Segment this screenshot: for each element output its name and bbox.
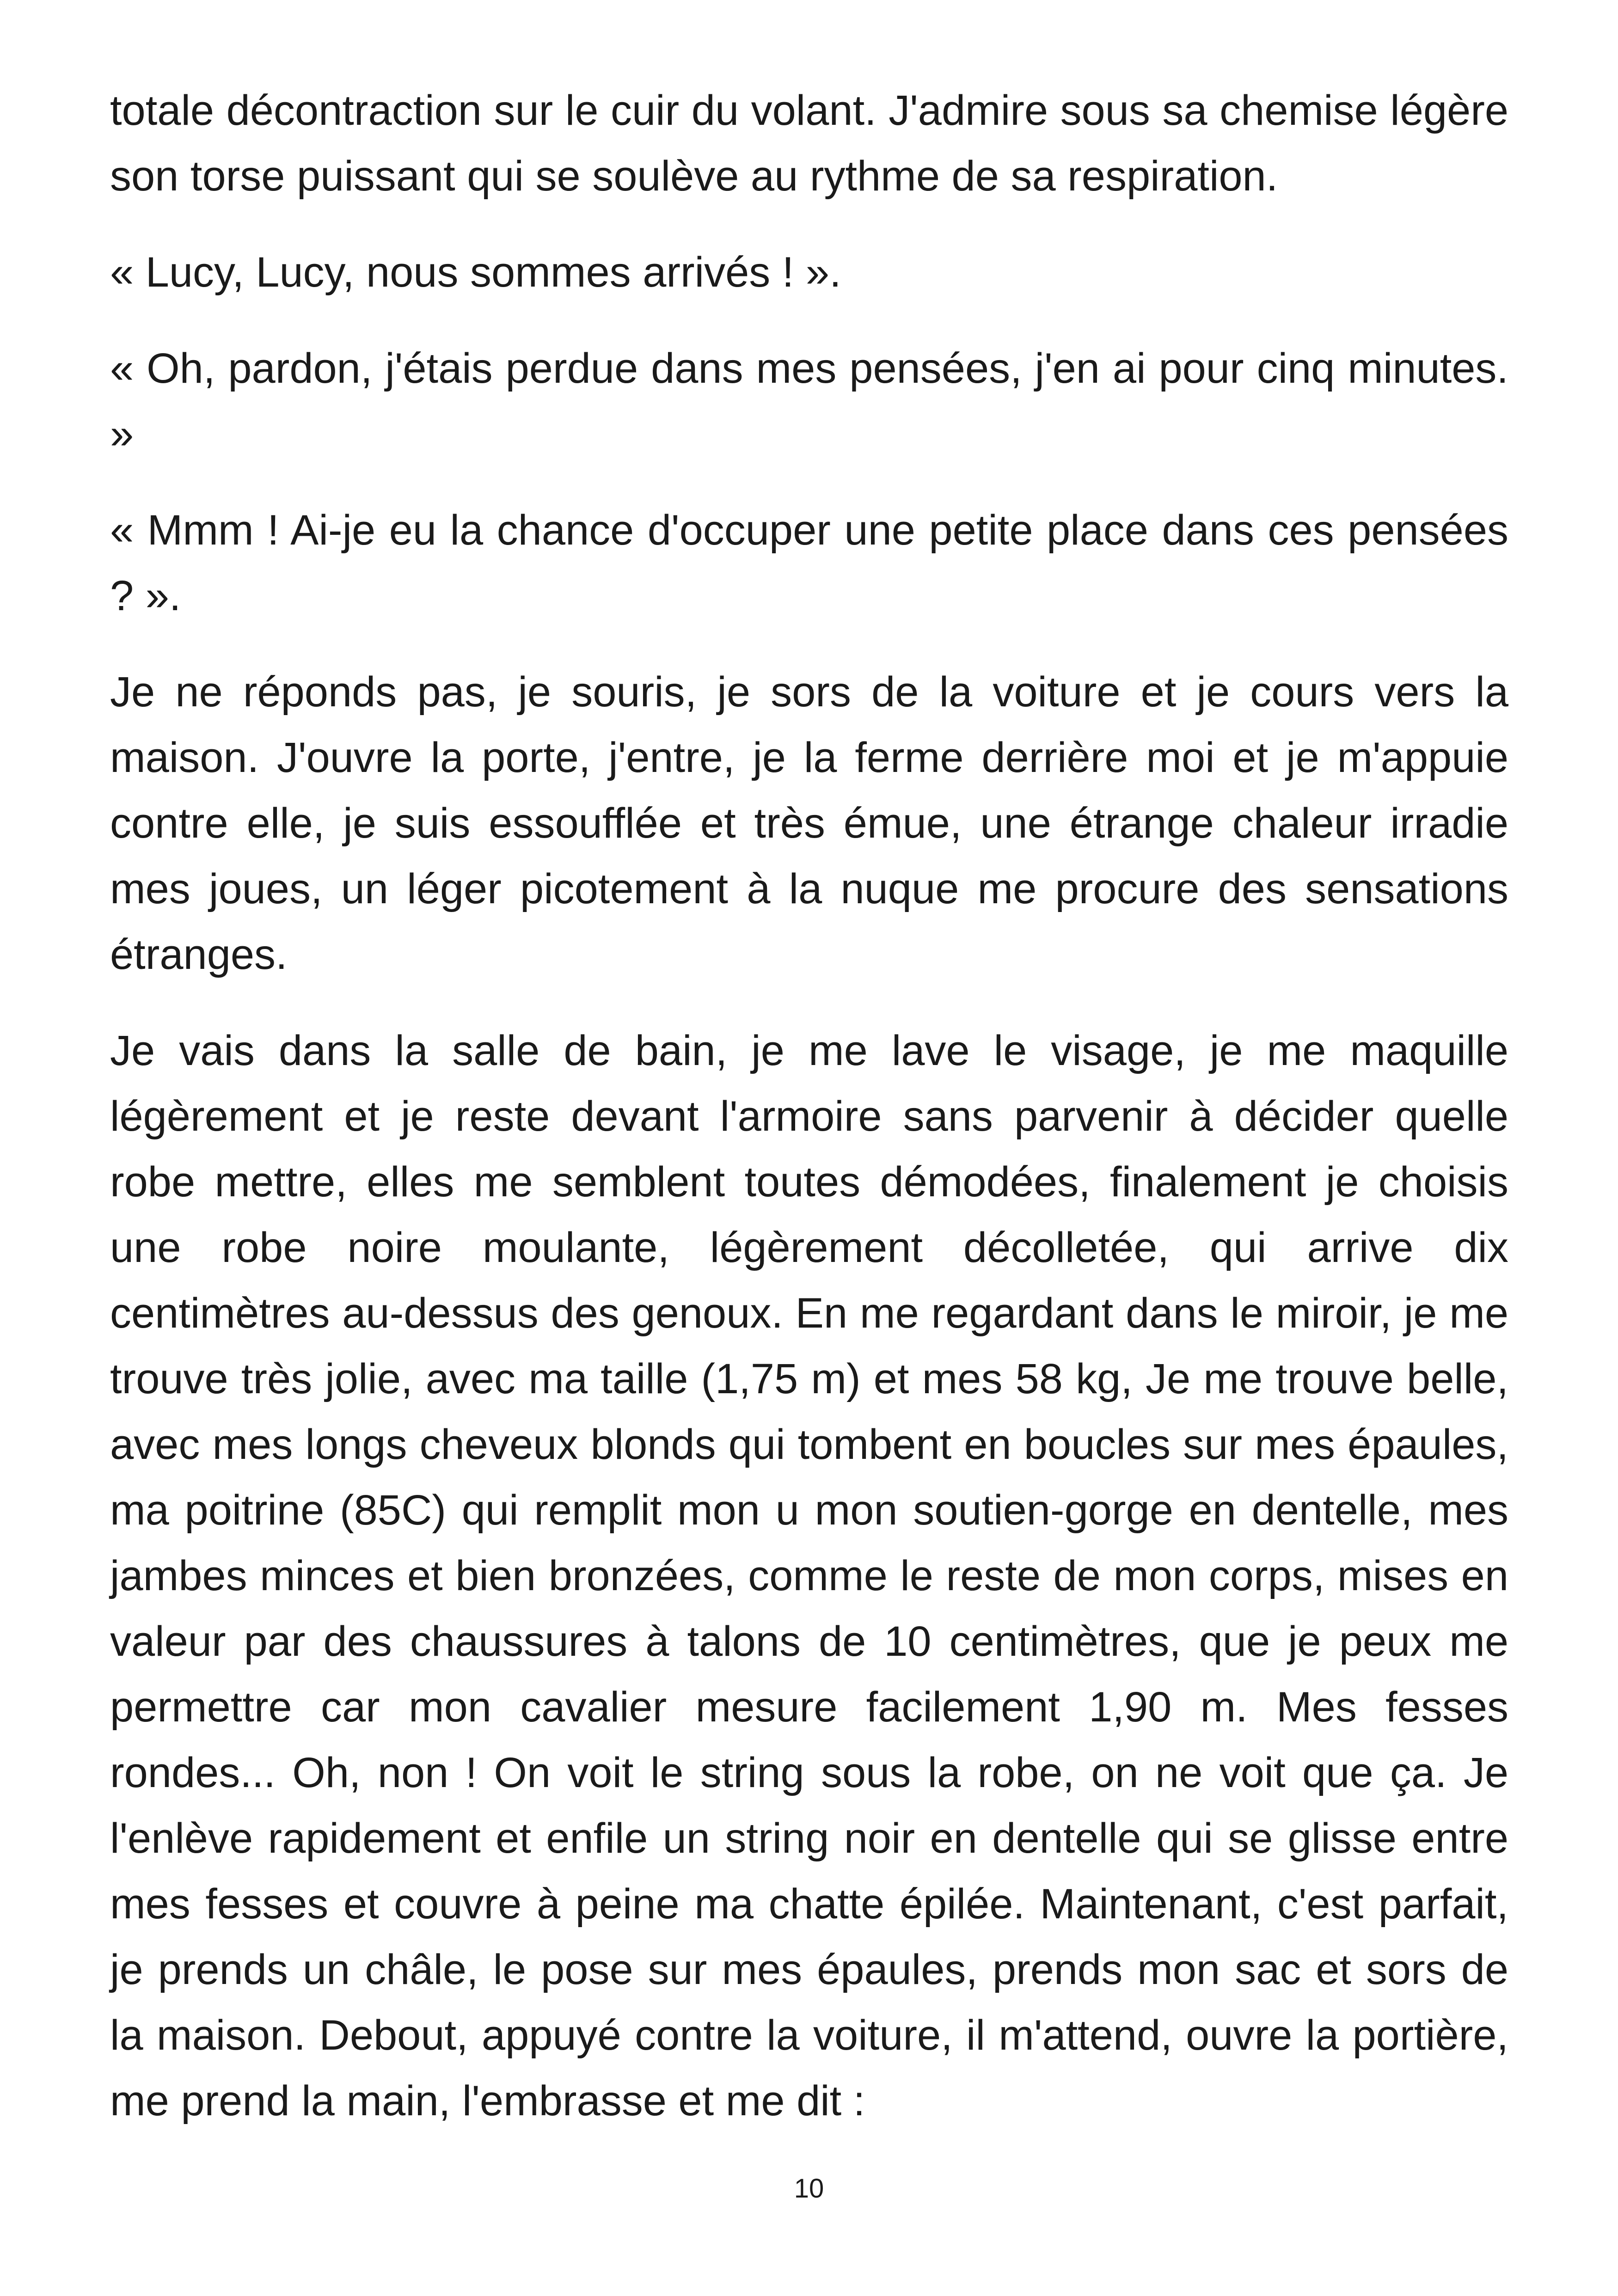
paragraph-6: Je vais dans la salle de bain, je me lave le visage, je me maquille légèrement et je reste devant l'armoire sans parvenir à décider quelle robe mettre, elles me semblent toutes démodées, finalement je choisis une robe noire moulante, légèrement décolletée, qui arrive dix centimètres au-dessus des genoux. En me regardant dans le miroir, je me trouve très jolie, avec ma taille (1,75 m) et mes 58 kg, Je me trouve belle, avec mes longs cheveux blonds qui tombent en boucles sur mes épaules, ma poitrine (85C) qui remplit mon u mon soutien-gorge en dentelle, mes jambes minces et bien bronzées, comme le reste de mon corps, mises en valeur par des chaussures à talons de 10 centimètres, que je peux me permettre car mon cavalier mesure facilement 1,90 m. Mes fesses rondes... Oh, non ! On voit le string sous la robe, on ne voit que ça. Je l'enlève rapidement et enfile un string noir en dentelle qui se glisse entre mes fesses et couvre à peine ma chatte épilée. Maintenant, c'est parfait, je prends un châle, le pose sur mes épaules, prends mon sac et sors de la maison. Debout, appuyé contre la voiture, il m'attend, ouvre la portière, me prend la main, l'embrasse et me dit :: [110, 1027, 1508, 2125]
body-text: [110, 78, 1508, 2164]
paragraph-1: totale décontraction sur le cuir du volant. J'admire sous sa chemise légère son torse puissant qui se soulève au rythme de sa respiration.: [110, 87, 1508, 200]
paragraph-4: « Mmm ! Ai-je eu la chance d'occuper une petite place dans ces pensées ? ».: [110, 507, 1508, 619]
page-number: 10: [794, 2174, 824, 2204]
paragraph-2: « Lucy, Lucy, nous sommes arrivés ! ».: [110, 249, 841, 296]
paragraph-5: Je ne réponds pas, je souris, je sors de la voiture et je cours vers la maison. J'ouvre la porte, j'entre, je la ferme derrière moi et je m'appuie contre elle, je suis essoufflée et très émue, une étrange chaleur irradie mes joues, un léger picotement à la nuque me procure des sensations étranges.: [110, 668, 1508, 978]
paragraph-3: « Oh, pardon, j'étais perdue dans mes pensées, j'en ai pour cinq minutes. »: [110, 345, 1508, 458]
